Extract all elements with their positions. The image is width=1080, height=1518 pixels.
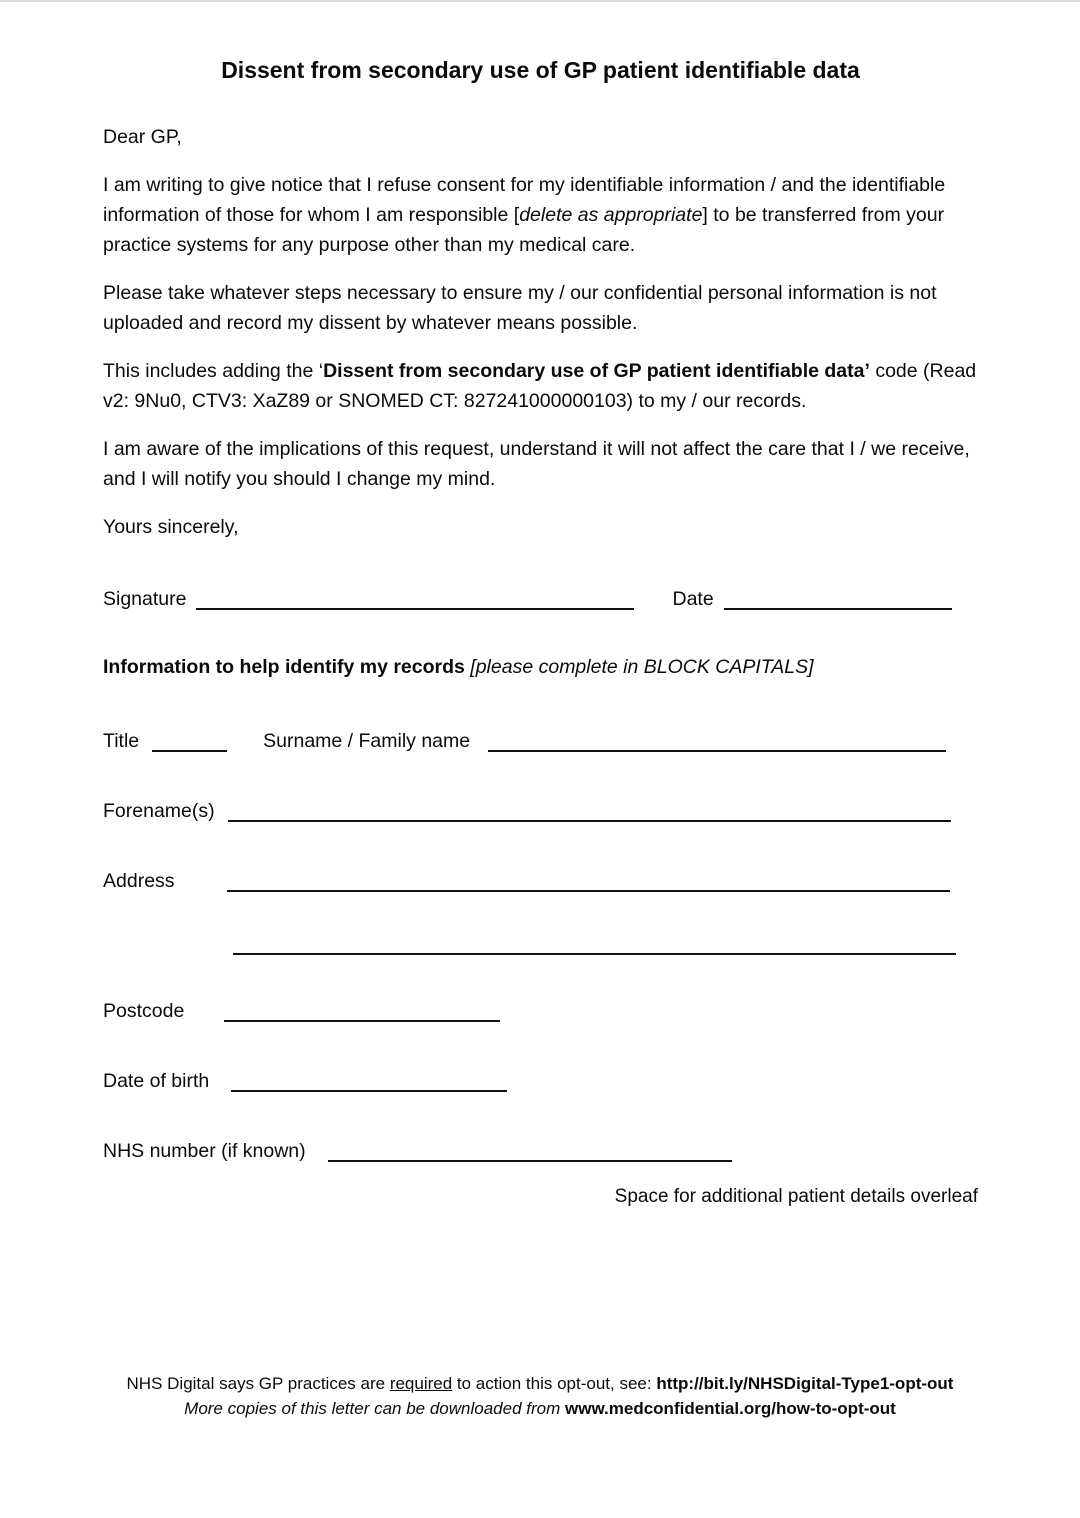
date-label: Date <box>672 588 714 610</box>
page-footer <box>0 1371 1080 1421</box>
title-surname-row <box>103 726 978 756</box>
title-field-line <box>152 750 227 752</box>
records-heading-note: [please complete in BLOCK CAPITALS] <box>470 656 814 678</box>
salutation: Dear GP, <box>103 126 182 148</box>
footer-line1-mid: to action this opt-out, see: <box>452 1374 657 1393</box>
address-row <box>103 866 978 896</box>
postcode-field-line <box>224 1020 500 1022</box>
paragraph-code-pre: This includes adding the ‘ <box>103 360 324 382</box>
records-heading-bold: Information to help identify my records <box>103 656 465 678</box>
title-field-label: Title <box>103 730 140 752</box>
address-row-2 <box>103 948 978 950</box>
footer-line-1 <box>0 1371 1080 1396</box>
address-field-label: Address <box>103 870 175 892</box>
forenames-field-label: Forename(s) <box>103 800 215 822</box>
dob-field-line <box>231 1090 507 1092</box>
signature-line <box>196 608 634 610</box>
paragraph-consent <box>103 170 978 260</box>
signature-date-row <box>103 584 978 614</box>
delete-as-appropriate-note: delete as appropriate <box>519 204 703 226</box>
signature-label: Signature <box>103 588 187 610</box>
nhs-number-field-line <box>328 1160 732 1162</box>
address-field-line-1 <box>227 890 950 892</box>
postcode-row <box>103 996 978 1026</box>
surname-field-line <box>488 750 946 752</box>
address-field-line-2 <box>233 953 956 955</box>
paragraph-consent-text-end: ] to be transferred from your practice systems for any purpose other than my medical care. <box>103 204 945 256</box>
nhs-number-field-label: NHS number (if known) <box>103 1140 306 1162</box>
date-line <box>724 608 952 610</box>
paragraph-code-post: code (Read v2: 9Nu0, CTV3: XaZ89 or SNOMED CT: 827241000000103) to my / our records. <box>103 360 977 412</box>
paragraph-awareness: I am aware of the implications of this request, understand it will not affect the care that I / we receive, and I will notify you should I change my mind. <box>103 438 970 490</box>
dob-row <box>103 1066 978 1096</box>
dob-field-label: Date of birth <box>103 1070 210 1092</box>
dissent-code-name: Dissent from secondary use of GP patient identifiable data’ <box>323 360 870 382</box>
footer-required-word: required <box>389 1374 453 1393</box>
overleaf-note: Space for additional patient details overleaf <box>614 1186 978 1207</box>
paragraph-code <box>103 356 978 416</box>
forenames-field-line <box>228 820 951 822</box>
nhs-number-row <box>103 1136 978 1166</box>
paragraph-consent-text: I am writing to give notice that I refuse consent for my identifiable information / and the identifiable information of those for whom I am responsible [ <box>103 174 946 226</box>
surname-field-label: Surname / Family name <box>263 730 471 752</box>
medconfidential-link[interactable]: www.medconfidential.org/how-to-opt-out <box>565 1399 896 1418</box>
nhs-digital-optout-link[interactable]: http://bit.ly/NHSDigital-Type1-opt-out <box>656 1374 954 1393</box>
records-section-heading <box>103 652 978 682</box>
forenames-row <box>103 796 978 826</box>
postcode-field-label: Postcode <box>103 1000 185 1022</box>
footer-line2-italic: More copies of this letter can be downloaded from <box>184 1399 565 1418</box>
footer-line-2 <box>0 1396 1080 1421</box>
letter-title: Dissent from secondary use of GP patient identifiable data <box>221 57 860 83</box>
closing: Yours sincerely, <box>103 516 239 538</box>
footer-line1-pre: NHS Digital says GP practices are <box>126 1374 390 1393</box>
paragraph-steps: Please take whatever steps necessary to ensure my / our confidential personal information is not uploaded and record my dissent by whatever means possible. <box>103 282 937 334</box>
